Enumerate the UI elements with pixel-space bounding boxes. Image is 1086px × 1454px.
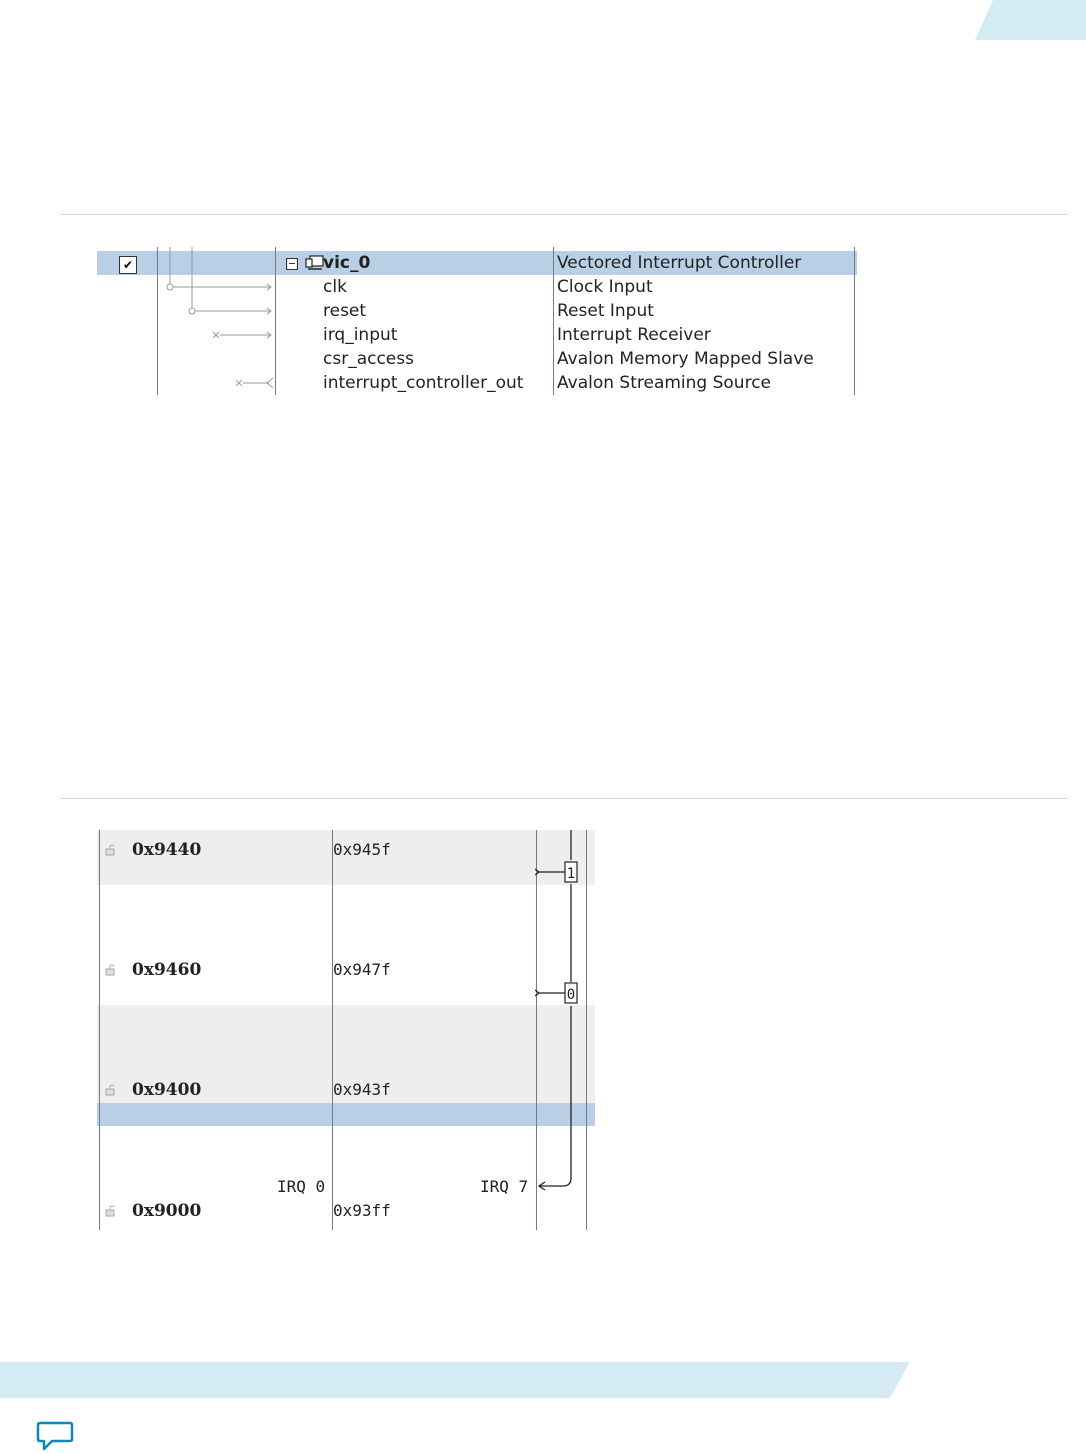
address-map-screenshot <box>97 830 595 1230</box>
header-corner-tab <box>975 0 1086 40</box>
component-name: vic_0 <box>323 253 371 273</box>
lock-icon[interactable] <box>105 964 117 976</box>
lock-icon[interactable] <box>105 1205 117 1217</box>
end-address: 0x943f <box>333 1080 391 1099</box>
priority-number: 1 <box>566 866 576 882</box>
lock-icon[interactable] <box>105 844 117 856</box>
interface-name: csr_access <box>323 349 414 369</box>
interface-name: reset <box>323 301 367 321</box>
interface-description: Reset Input <box>557 301 654 321</box>
irq-connection-graph[interactable] <box>535 830 595 1230</box>
interface-description: Interrupt Receiver <box>557 325 711 345</box>
base-address: 0x9400 <box>132 1080 202 1100</box>
interface-name: clk <box>323 277 347 297</box>
priority-number: 0 <box>566 987 576 1003</box>
collapse-toggle-icon[interactable] <box>286 258 298 270</box>
column-divider <box>99 830 100 1230</box>
column-divider <box>854 247 855 395</box>
irq-end-label: IRQ 7 <box>480 1177 529 1196</box>
selected-row-band[interactable] <box>97 1103 595 1126</box>
interface-name: irq_input <box>323 325 398 345</box>
feedback-icon[interactable] <box>36 1420 76 1454</box>
irq-start-label: IRQ 0 <box>277 1177 326 1196</box>
base-address: 0x9460 <box>132 960 202 980</box>
base-address: 0x9000 <box>132 1201 202 1221</box>
connection-graph[interactable] <box>157 247 277 397</box>
end-address: 0x93ff <box>333 1201 391 1220</box>
component-description: Vectored Interrupt Controller <box>557 253 802 273</box>
enable-checkbox[interactable]: ✔ <box>119 256 137 274</box>
footer-bar <box>0 1362 910 1398</box>
base-address: 0x9440 <box>132 840 202 860</box>
interface-description: Clock Input <box>557 277 653 297</box>
column-divider <box>332 830 333 1230</box>
end-address: 0x945f <box>333 840 391 859</box>
connections-screenshot <box>97 247 857 410</box>
column-divider <box>553 247 554 395</box>
interface-description: Avalon Streaming Source <box>557 373 772 393</box>
end-address: 0x947f <box>333 960 391 979</box>
interface-name: interrupt_controller_out <box>323 373 524 393</box>
component-icon <box>305 255 325 271</box>
section-divider <box>60 214 1068 215</box>
interface-description: Avalon Memory Mapped Slave <box>557 349 814 369</box>
lock-icon[interactable] <box>105 1084 117 1096</box>
section-divider <box>60 798 1068 799</box>
